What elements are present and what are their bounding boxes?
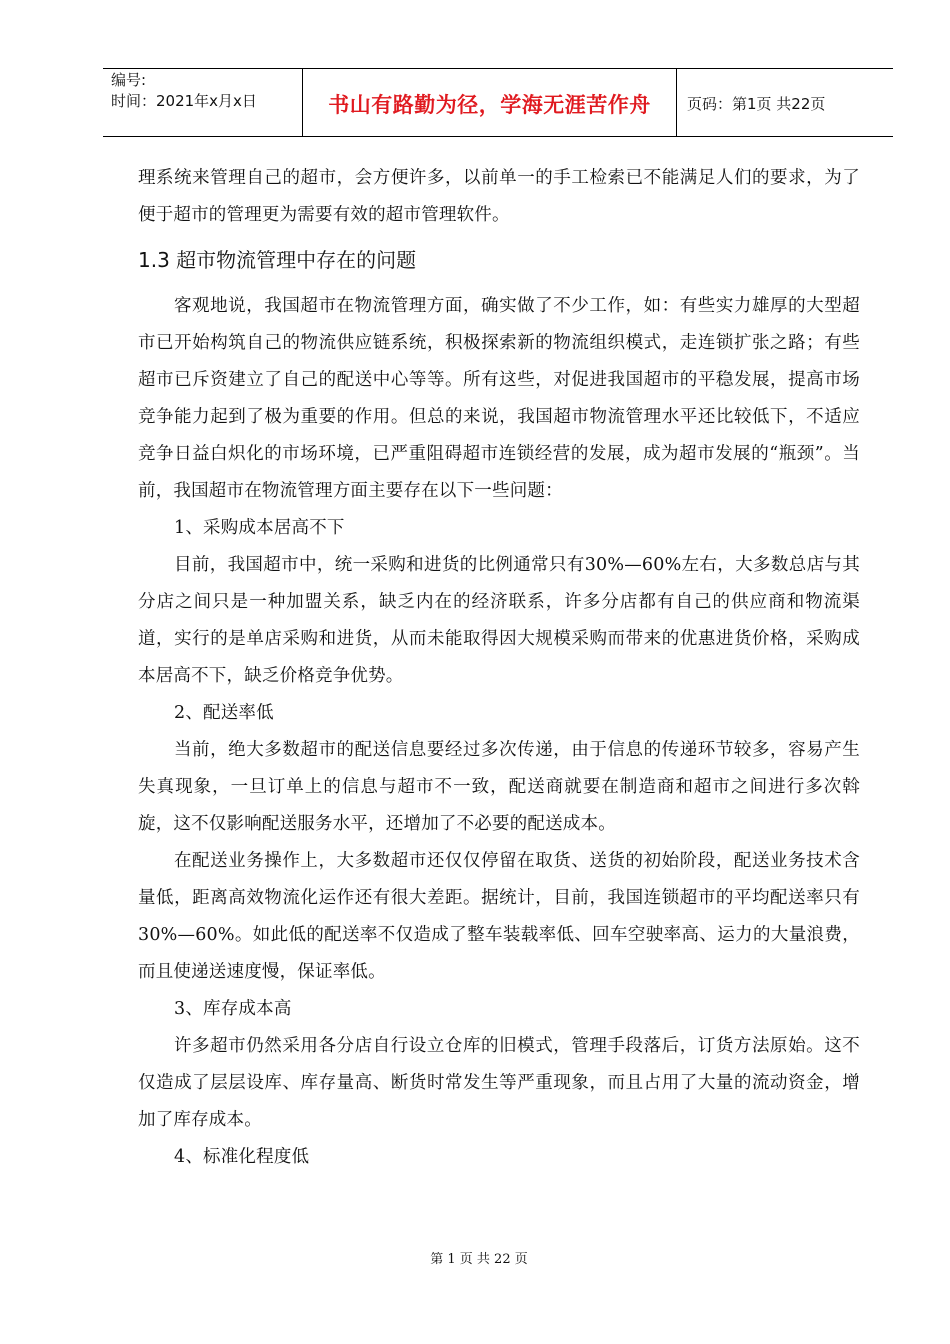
section-heading: 1.3 超市物流管理中存在的问题 — [138, 248, 417, 272]
document-body — [138, 160, 860, 1176]
item-3-paragraph: 许多超市仍然采用各分店自行设立仓库的旧模式，管理手段落后，订货方法原始。这不仅造成了层层设库、库存量高、断货时常发生等严重现象，而且占用了大量的流动资金，增加了库存成本。 — [138, 1036, 860, 1130]
intro-paragraph: 理系统来管理自己的超市，会方便许多，以前单一的手工检索已不能满足人们的要求，为了便于超市的管理更为需要有效的超市管理软件。 — [138, 168, 860, 225]
header-motto: 书山有路勤为径，学海无涯苦作舟 — [328, 93, 651, 117]
item-4-title: 4、标准化程度低 — [174, 1147, 310, 1167]
document-number-label: 编号: — [111, 71, 147, 89]
header-middle-cell — [303, 69, 677, 136]
header-page-code: 页码：第1页 共22页 — [687, 95, 826, 113]
header-left-cell — [103, 69, 303, 136]
header-right-cell — [677, 69, 893, 136]
item-3-title: 3、库存成本高 — [174, 999, 292, 1019]
item-1-paragraph: 目前，我国超市中，统一采购和进货的比例通常只有30%—60%左右，大多数总店与其分店之间只是一种加盟关系，缺乏内在的经济联系，许多分店都有自己的供应商和物流渠道，实行的是单店采购和进货，从而未能取得因大规模采购而带来的优惠进货价格，采购成本居高不下，缺乏价格竞争优势。 — [138, 555, 860, 686]
overview-paragraph: 客观地说，我国超市在物流管理方面，确实做了不少工作，如：有些实力雄厚的大型超市已开始构筑自己的物流供应链系统，积极探索新的物流组织模式，走连锁扩张之路；有些超市已斥资建立了自己的配送中心等等。所有这些，对促进我国超市的平稳发展，提高市场竞争能力起到了极为重要的作用。但总的来说，我国超市物流管理水平还比较低下，不适应竞争日益白炽化的市场环境，已严重阻碍超市连锁经营的发展，成为超市发展的“瓶颈”。当前，我国超市在物流管理方面主要存在以下一些问题： — [138, 296, 860, 501]
page-header — [103, 68, 893, 137]
document-date-label: 时间：2021年x月x日 — [111, 92, 257, 110]
item-2-paragraph-a: 当前，绝大多数超市的配送信息要经过多次传递，由于信息的传递环节较多，容易产生失真现象，一旦订单上的信息与超市不一致，配送商就要在制造商和超市之间进行多次斡旋，这不仅影响配送服务水平，还增加了不必要的配送成本。 — [138, 740, 860, 834]
item-2-paragraph-b: 在配送业务操作上，大多数超市还仅仅停留在取货、送货的初始阶段，配送业务技术含量低，距离高效物流化运作还有很大差距。据统计，目前，我国连锁超市的平均配送率只有30%—60%。如此低的配送率不仅造成了整车装载率低、回车空驶率高、运力的大量浪费，而且使递送速度慢，保证率低。 — [138, 851, 860, 982]
item-2-title: 2、配送率低 — [174, 703, 274, 723]
item-1-title: 1、采购成本居高不下 — [174, 518, 345, 538]
page-footer: 第 1 页 共 22 页 — [430, 1252, 528, 1267]
